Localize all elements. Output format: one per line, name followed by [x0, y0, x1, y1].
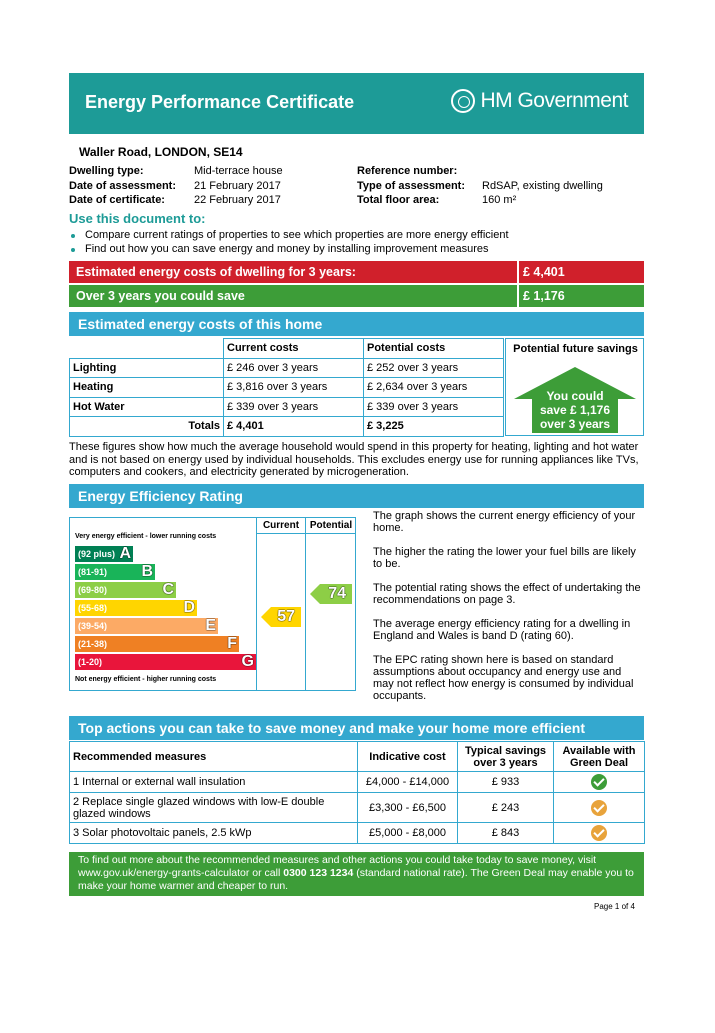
footer-text-2: (standard national rate). The Green Deal may enable you to make your home warmer and cheaper to run. — [78, 867, 634, 892]
measure-savings: £ 843 — [458, 823, 554, 844]
date-certificate-label: Date of certificate: — [69, 194, 165, 206]
measure-cost: £5,000 - £8,000 — [358, 823, 458, 844]
cost-row-label: Hot Water — [70, 397, 224, 417]
hm-government-logo — [451, 89, 628, 113]
band-range: (39-54) — [78, 621, 108, 631]
band-letter: E — [205, 617, 216, 634]
rating-band-g — [75, 654, 256, 670]
measure-text: 2 Replace single glazed windows with low-E double glazed windows — [70, 793, 358, 823]
dwelling-info-left — [69, 164, 283, 208]
band-letter: D — [183, 599, 195, 616]
current-rating-value: 57 — [277, 608, 295, 625]
efficiency-rating-chart — [69, 517, 356, 691]
band-letter: C — [162, 581, 174, 598]
rating-paragraph: The graph shows the current energy efficiency of your home. — [373, 510, 636, 534]
column-divider — [305, 518, 306, 690]
band-range: (81-91) — [78, 567, 108, 577]
rating-band-e — [75, 618, 218, 634]
table-row — [70, 358, 504, 378]
page-number: Page 1 of 4 — [594, 902, 635, 911]
table-header-empty — [70, 339, 224, 359]
efficiency-rating-section-title: Energy Efficiency Rating — [69, 484, 644, 508]
green-deal-header: Available with Green Deal — [554, 742, 645, 772]
table-row — [70, 793, 645, 823]
estimated-cost-value: £ 4,401 — [519, 261, 644, 283]
table-row — [70, 378, 504, 398]
arrow-line-1: You could — [546, 389, 604, 403]
use-document-list — [69, 229, 509, 256]
column-divider — [256, 518, 257, 690]
energy-costs-table — [69, 338, 504, 437]
rating-band-b — [75, 564, 155, 580]
could-save-label: Over 3 years you could save — [69, 285, 517, 307]
rating-band-c — [75, 582, 176, 598]
measure-savings: £ 243 — [458, 793, 554, 823]
total-current: £ 4,401 — [224, 417, 364, 437]
check-icon — [591, 774, 607, 790]
footer-info-box — [69, 852, 644, 896]
footer-text-1: To find out more about the recommended measures and other actions you could take today to save money, visit www.gov.uk/energy-grants-calculator or call — [78, 854, 597, 879]
measure-savings: £ 933 — [458, 772, 554, 793]
estimated-cost-bar — [69, 261, 644, 283]
arrow-line-2: save £ 1,176 — [539, 403, 611, 417]
cost-row-current: £ 246 over 3 years — [224, 358, 364, 378]
recommended-measures-table — [69, 741, 645, 844]
page-title: Energy Performance Certificate — [85, 92, 355, 112]
current-costs-header: Current costs — [224, 339, 364, 359]
royal-crest-icon — [451, 89, 475, 113]
top-actions-section-title: Top actions you can take to save money and make your home more efficient — [69, 716, 644, 740]
dwelling-type-label: Dwelling type: — [69, 165, 144, 177]
hm-government-text: HM Government — [480, 89, 628, 112]
cost-row-current: £ 339 over 3 years — [224, 397, 364, 417]
list-item: Compare current ratings of properties to see which properties are more energy efficient — [69, 229, 509, 243]
column-header-line — [256, 533, 356, 534]
type-assessment-value: RdSAP, existing dwelling — [482, 179, 603, 192]
rating-top-note: Very energy efficient - lower running costs — [75, 533, 217, 540]
footer-phone: 0300 123 1234 — [283, 867, 354, 879]
band-range: (92 plus) — [78, 549, 116, 559]
table-row — [70, 772, 645, 793]
energy-costs-section-title: Estimated energy costs of this home — [69, 312, 644, 336]
potential-savings-header: Potential future savings — [513, 343, 638, 355]
band-letter: F — [227, 635, 237, 652]
date-certificate-value: 22 February 2017 — [194, 194, 281, 206]
potential-rating-value: 74 — [328, 585, 346, 602]
current-rating-indicator — [261, 607, 301, 627]
band-letter: G — [241, 653, 254, 670]
dwelling-type-value: Mid-terrace house — [194, 165, 283, 177]
costs-note: These figures show how much the average household would spend in this property for heating, lighting and hot water and is not based on energy used by individual households. This excludes energy use for running appliances like TVs, computers and cookers, and electricity generated by microgeneration. — [69, 441, 639, 478]
rating-paragraph: The average energy efficiency rating for a dwelling in England and Wales is band D (rating 60). — [373, 618, 631, 642]
floor-area-label: Total floor area: — [357, 194, 440, 206]
cost-row-potential: £ 2,634 over 3 years — [364, 378, 504, 398]
savings-header: Typical savings over 3 years — [458, 742, 554, 772]
rating-band-d — [75, 600, 197, 616]
total-potential: £ 3,225 — [364, 417, 504, 437]
date-assessment-value: 21 February 2017 — [194, 179, 281, 192]
measure-cost: £3,300 - £6,500 — [358, 793, 458, 823]
could-save-bar — [69, 285, 644, 307]
potential-column-header: Potential — [309, 520, 353, 531]
estimated-cost-label: Estimated energy costs of dwelling for 3 years: — [69, 261, 517, 283]
cost-row-potential: £ 339 over 3 years — [364, 397, 504, 417]
savings-arrow-text — [514, 389, 636, 431]
cost-row-current: £ 3,816 over 3 years — [224, 378, 364, 398]
arrow-line-3: over 3 years — [539, 417, 611, 431]
floor-area-value: 160 m² — [482, 194, 517, 206]
dwelling-info-right — [357, 164, 603, 208]
rating-paragraph: The EPC rating shown here is based on standard assumptions about occupancy and energy use and may not reflect how energy is consumed by individual occupants. — [373, 654, 634, 702]
rating-paragraph: The higher the rating the lower your fuel bills are likely to be. — [373, 546, 636, 570]
potential-rating-indicator — [310, 584, 352, 604]
cost-row-label: Lighting — [70, 358, 224, 378]
date-assessment-label: Date of assessment: — [69, 179, 176, 192]
could-save-value: £ 1,176 — [519, 285, 644, 307]
check-icon — [591, 800, 607, 816]
certificate-header — [69, 73, 644, 134]
band-range: (21-38) — [78, 639, 108, 649]
list-item: Find out how you can save energy and money by installing improvement measures — [69, 243, 509, 257]
cost-header: Indicative cost — [358, 742, 458, 772]
measure-text: 1 Internal or external wall insulation — [70, 772, 358, 793]
potential-savings-box — [505, 338, 644, 436]
cost-row-potential: £ 252 over 3 years — [364, 358, 504, 378]
check-icon — [591, 825, 607, 841]
measure-cost: £4,000 - £14,000 — [358, 772, 458, 793]
use-document-title: Use this document to: — [69, 211, 206, 226]
band-range: (55-68) — [78, 603, 108, 613]
property-address: Waller Road, LONDON, SE14 — [79, 145, 243, 159]
measure-text: 3 Solar photovoltaic panels, 2.5 kWp — [70, 823, 358, 844]
band-letter: A — [119, 545, 131, 562]
table-row — [70, 417, 504, 437]
rating-band-f — [75, 636, 239, 652]
rating-band-a — [75, 546, 133, 562]
potential-costs-header: Potential costs — [364, 339, 504, 359]
reference-number-label: Reference number: — [357, 165, 458, 177]
band-range: (1-20) — [78, 657, 103, 667]
totals-label: Totals — [70, 417, 224, 437]
rating-paragraph: The potential rating shows the effect of undertaking the recommendations on page 3. — [373, 582, 641, 606]
band-letter: B — [141, 563, 153, 580]
type-assessment-label: Type of assessment: — [357, 179, 466, 192]
current-column-header: Current — [262, 520, 300, 531]
measures-header: Recommended measures — [70, 742, 358, 772]
rating-bottom-note: Not energy efficient - higher running costs — [75, 676, 217, 683]
band-range: (69-80) — [78, 585, 108, 595]
table-row — [70, 397, 504, 417]
cost-row-label: Heating — [70, 378, 224, 398]
rating-explanation — [373, 510, 645, 714]
table-row — [70, 823, 645, 844]
